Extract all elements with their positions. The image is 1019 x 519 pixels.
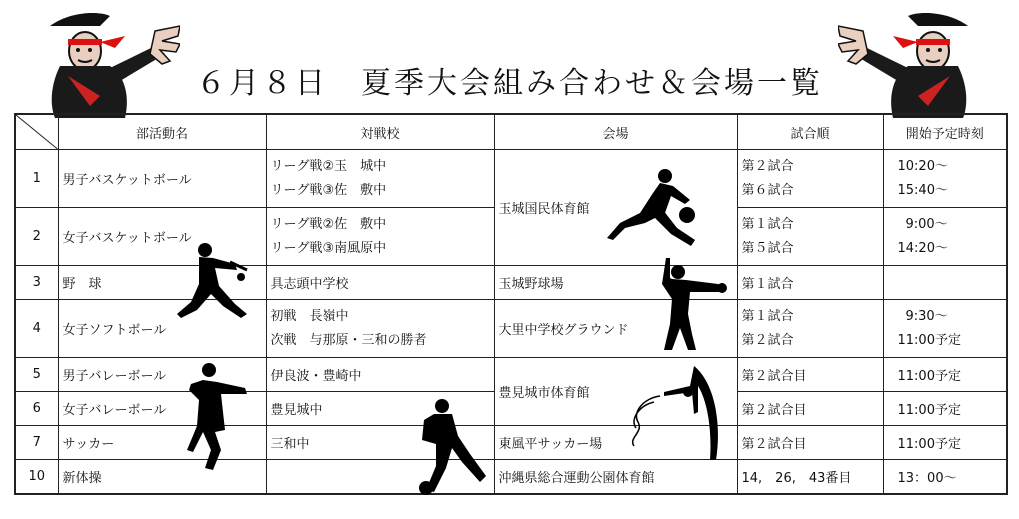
venue-cell: 玉城野球場 [494,266,737,300]
start-time-line: 9:00～ [905,216,948,232]
start-time-cell [883,300,1007,358]
order-cell: 14, 26, 43番目 [737,460,883,495]
venue-cell: 大里中学校グラウンド [494,300,737,358]
opponent-line: リーグ戦③佐 敷中 [270,182,387,198]
basketball-player-silhouette [605,168,700,248]
schedule-table [14,113,1008,495]
soccer-player-silhouette [412,396,492,496]
rhythmic-gymnast-silhouette [624,362,724,462]
start-time-line: 14:20～ [897,240,948,256]
club-name: 野 球 [58,266,266,300]
start-time-line: 10:20～ [897,158,948,174]
start-time-cell: 11:00予定 [883,426,1007,460]
header-opponent: 対戦校 [266,114,494,150]
row-number: 7 [15,426,58,460]
row-number: 10 [15,460,58,495]
volleyball-player-silhouette [185,360,255,475]
corner-cell [15,114,58,150]
order-line: 第６試合 [741,182,794,198]
order-cell: 第２試合目 [737,392,883,426]
header-order: 試合順 [737,114,883,150]
softball-player-silhouette [648,254,730,352]
row-number: 1 [15,150,58,208]
club-name: 男子バスケットボール [58,150,266,208]
order-line: 第１試合 [741,216,794,232]
table-row [15,426,1007,460]
start-time-line: 15:40～ [897,182,948,198]
start-time-cell [883,150,1007,208]
row-number: 3 [15,266,58,300]
opponent-cell: 三和中 [266,426,494,460]
order-line: 第２試合 [741,158,794,174]
order-cell [737,150,883,208]
baseball-batter-silhouette [175,242,255,320]
opponent-line: 次戦 与那原・三和の勝者 [270,332,427,348]
opponent-line: 初戦 長嶺中 [270,308,349,324]
opponent-line: リーグ戦②玉 城中 [270,158,387,174]
start-time-line: 9:30～ [905,308,948,324]
opponent-cell: 具志頭中学校 [266,266,494,300]
opponent-cell: 豊見城中 [266,392,494,426]
opponent-cell [266,300,494,358]
opponent-line: リーグ戦②佐 敷中 [270,216,387,232]
club-name: サッカー [58,426,266,460]
venue-cell: 玉城国民体育館 [494,150,737,266]
header-club: 部活動名 [58,114,266,150]
club-name: 女子バスケットボール [58,208,266,266]
venue-cell: 東風平サッカー場 [494,426,737,460]
table-row [15,300,1007,358]
start-time-cell: 11:00予定 [883,358,1007,392]
order-cell: 第２試合目 [737,426,883,460]
venue-cell: 沖縄県総合運動公園体育館 [494,460,737,495]
opponent-cell [266,150,494,208]
order-line: 第２試合 [741,332,794,348]
start-time-line: 11:00予定 [897,332,961,348]
start-time-cell: 11:00予定 [883,392,1007,426]
table-row [15,266,1007,300]
order-line: 第５試合 [741,240,794,256]
venue-cell: 豊見城市体育館 [494,358,737,426]
page-title: ６月８日 夏季大会組み合わせ＆会場一覧 [196,66,823,101]
opponent-line: リーグ戦③南風原中 [270,240,387,256]
order-line: 第１試合 [741,308,794,324]
header-venue: 会場 [494,114,737,150]
row-number: 2 [15,208,58,266]
table-row [15,460,1007,495]
order-cell: 第２試合目 [737,358,883,392]
row-number: 5 [15,358,58,392]
opponent-cell: 伊良波・豊崎中 [266,358,494,392]
start-time-cell [883,266,1007,300]
club-name: 女子バレーボール [58,392,266,426]
club-name: 新体操 [58,460,266,495]
table-row [15,358,1007,392]
table-row [15,150,1007,208]
row-number: 4 [15,300,58,358]
club-name: 男子バレーボール [58,358,266,392]
start-time-cell: 13：00～ [883,460,1007,495]
order-cell [737,300,883,358]
order-cell: 第１試合 [737,266,883,300]
club-name: 女子ソフトボール [58,300,266,358]
opponent-cell [266,208,494,266]
start-time-cell [883,208,1007,266]
row-number: 6 [15,392,58,426]
order-cell [737,208,883,266]
header-start-time: 開始予定時刻 [883,114,1007,150]
table-header-row [15,114,1007,150]
